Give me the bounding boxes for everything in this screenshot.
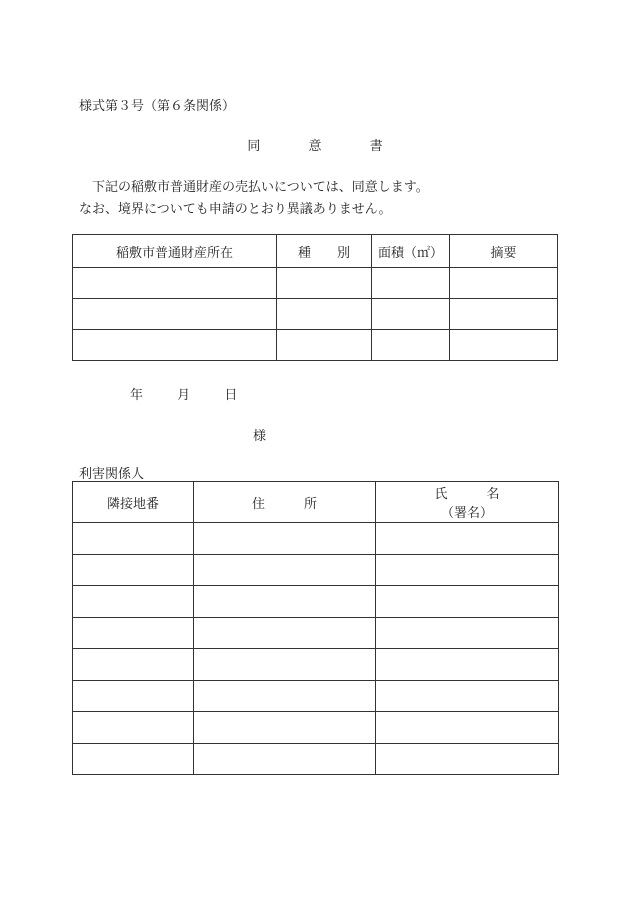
cell-address[interactable] (194, 743, 376, 775)
cell-name[interactable] (376, 523, 559, 555)
date-line (130, 384, 267, 403)
header-name-label: 氏 名 (434, 487, 500, 502)
cell-address[interactable] (194, 586, 376, 618)
title-char-2: 意 (308, 139, 322, 154)
cell-lot[interactable] (73, 554, 194, 586)
interested-parties-label: 利害関係人 (79, 467, 145, 482)
document-title (0, 135, 630, 154)
cell-address[interactable] (194, 554, 376, 586)
table-row (73, 330, 558, 361)
cell-lot[interactable] (73, 712, 194, 744)
table-row (73, 649, 559, 681)
header-type: 種 別 (277, 235, 372, 268)
table-row (73, 743, 559, 775)
cell-address[interactable] (194, 523, 376, 555)
header-remarks: 摘要 (450, 235, 558, 268)
table-row (73, 617, 559, 649)
header-adjacent-lot: 隣接地番 (73, 482, 194, 523)
cell-name[interactable] (376, 743, 559, 775)
cell-name[interactable] (376, 680, 559, 712)
cell-area[interactable] (372, 268, 450, 299)
cell-name[interactable] (376, 586, 559, 618)
property-table-header (73, 235, 558, 268)
cell-name[interactable] (376, 712, 559, 744)
cell-name[interactable] (376, 617, 559, 649)
cell-name[interactable] (376, 649, 559, 681)
body-line-1: 下記の稲敷市普通財産の売払いについては、同意します。 (92, 180, 429, 195)
date-month-label: 月 (177, 388, 191, 403)
table-row (73, 554, 559, 586)
table-row (73, 299, 558, 330)
cell-remarks[interactable] (450, 330, 558, 361)
body-line-2: なお、境界についても申請のとおり異議ありません。 (79, 202, 392, 217)
table-row (73, 268, 558, 299)
cell-address[interactable] (194, 617, 376, 649)
cell-name[interactable] (376, 554, 559, 586)
addressee-suffix: 様 (253, 429, 267, 444)
cell-lot[interactable] (73, 586, 194, 618)
cell-address[interactable] (194, 712, 376, 744)
table-row (73, 523, 559, 555)
header-area: 面積（㎡） (372, 235, 450, 268)
date-day-label: 日 (224, 388, 238, 403)
cell-lot[interactable] (73, 743, 194, 775)
table-row (73, 680, 559, 712)
cell-area[interactable] (372, 330, 450, 361)
cell-remarks[interactable] (450, 299, 558, 330)
form-number: 様式第３号（第６条関係） (79, 99, 236, 114)
parties-table-header (73, 482, 559, 523)
cell-area[interactable] (372, 299, 450, 330)
title-char-3: 書 (369, 139, 383, 154)
cell-address[interactable] (194, 649, 376, 681)
cell-location[interactable] (73, 268, 277, 299)
header-address: 住 所 (194, 482, 376, 523)
cell-remarks[interactable] (450, 268, 558, 299)
property-table (72, 234, 558, 361)
cell-location[interactable] (73, 299, 277, 330)
cell-lot[interactable] (73, 649, 194, 681)
header-location: 稲敷市普通財産所在 (73, 235, 277, 268)
date-year-label: 年 (130, 388, 144, 403)
parties-table (72, 481, 559, 775)
header-name (376, 482, 559, 523)
cell-type[interactable] (277, 330, 372, 361)
cell-type[interactable] (277, 299, 372, 330)
cell-lot[interactable] (73, 680, 194, 712)
cell-lot[interactable] (73, 523, 194, 555)
cell-location[interactable] (73, 330, 277, 361)
cell-address[interactable] (194, 680, 376, 712)
table-row (73, 712, 559, 744)
header-signature-note: （署名） (440, 506, 493, 521)
title-char-1: 同 (247, 139, 261, 154)
table-row (73, 586, 559, 618)
cell-type[interactable] (277, 268, 372, 299)
cell-lot[interactable] (73, 617, 194, 649)
